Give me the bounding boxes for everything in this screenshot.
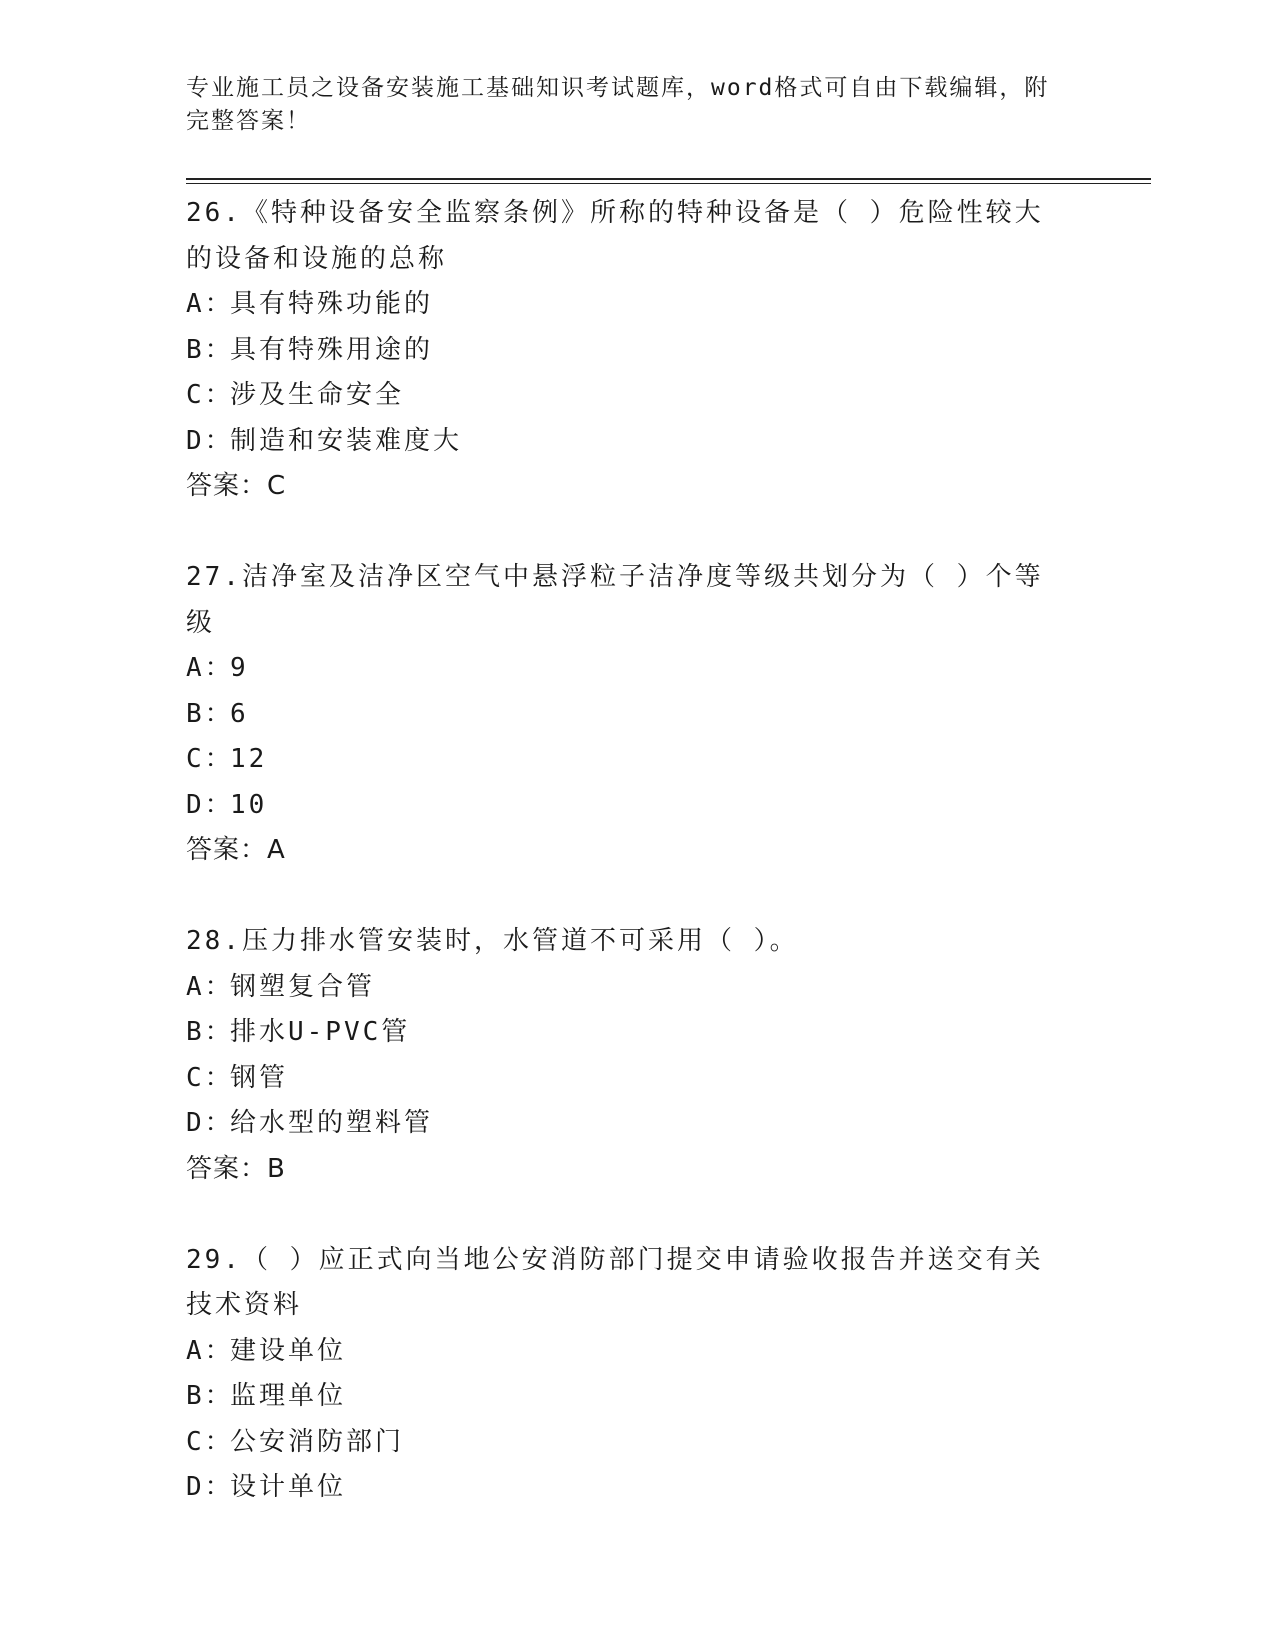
option-b [186, 1374, 1066, 1420]
question-28 [186, 919, 1066, 1192]
option-text: 监理单位 [230, 1381, 347, 1411]
option-c [186, 1056, 1066, 1102]
question-stem: 29.（ ）应正式向当地公安消防部门提交申请验收报告并送交有关技术资料 [186, 1244, 1044, 1320]
question-stem: 26.《特种设备安全监察条例》所称的特种设备是（ ）危险性较大的设备和设施的总称 [186, 198, 1044, 274]
option-text: 公安消防部门 [230, 1426, 405, 1457]
answer-label: 答案：A [186, 835, 286, 865]
option-d [186, 419, 1066, 465]
option-text: 给水型的塑料管 [230, 1108, 434, 1138]
answer-label: 答案：B [186, 1153, 286, 1184]
option-a [186, 1329, 1066, 1375]
option-letter: D： [186, 1472, 234, 1502]
page-header: 专业施工员之设备安装施工基础知识考试题库，word格式可自由下载编辑，附完整答案！ [186, 75, 1050, 134]
option-letter: D： [186, 1108, 234, 1138]
question-stem: 27.洁净室及洁净区空气中悬浮粒子洁净度等级共划分为（ ）个等级 [186, 562, 1044, 638]
option-c [186, 1420, 1066, 1466]
option-text: 6 [230, 698, 249, 729]
option-text: 设计单位 [230, 1472, 347, 1502]
option-letter: C： [186, 1062, 234, 1093]
option-c [186, 373, 1066, 419]
option-letter: A： [186, 971, 234, 1002]
option-b [186, 328, 1066, 374]
question-stem: 28.压力排水管安装时，水管道不可采用（ ）。 [186, 926, 799, 956]
option-a [186, 965, 1066, 1011]
option-text: 钢塑复合管 [230, 971, 376, 1002]
option-letter: C： [186, 744, 234, 774]
option-text: 具有特殊用途的 [230, 334, 434, 365]
option-text: 10 [230, 789, 268, 820]
question-29 [186, 1238, 1066, 1511]
option-letter: B： [186, 334, 234, 365]
option-letter: C： [186, 1426, 234, 1457]
option-a [186, 646, 1066, 692]
option-text: 9 [230, 653, 249, 683]
option-d [186, 783, 1066, 829]
option-text: 钢管 [230, 1062, 289, 1093]
option-b [186, 1010, 1066, 1056]
header-divider-thick [186, 178, 1151, 180]
option-letter: D： [186, 789, 234, 820]
option-letter: D： [186, 425, 234, 456]
header-divider-thin [186, 183, 1151, 184]
option-d [186, 1465, 1066, 1511]
option-text: 涉及生命安全 [230, 380, 405, 410]
question-26 [186, 191, 1066, 509]
option-a [186, 282, 1066, 328]
option-b [186, 692, 1066, 738]
option-text: 具有特殊功能的 [230, 289, 434, 319]
option-letter: B： [186, 1381, 234, 1411]
option-text: 排水U-PVC管 [230, 1017, 411, 1047]
option-letter: A： [186, 289, 234, 319]
option-letter: A： [186, 1335, 234, 1366]
question-list [186, 191, 1066, 1557]
option-c [186, 737, 1066, 783]
question-27 [186, 555, 1066, 873]
option-letter: A： [186, 653, 234, 683]
option-text: 12 [230, 744, 268, 774]
option-letter: C： [186, 380, 234, 410]
option-d [186, 1101, 1066, 1147]
option-letter: B： [186, 1017, 234, 1047]
option-text: 建设单位 [230, 1335, 347, 1366]
answer-label: 答案：C [186, 471, 287, 501]
option-letter: B： [186, 698, 234, 729]
option-text: 制造和安装难度大 [230, 425, 463, 456]
